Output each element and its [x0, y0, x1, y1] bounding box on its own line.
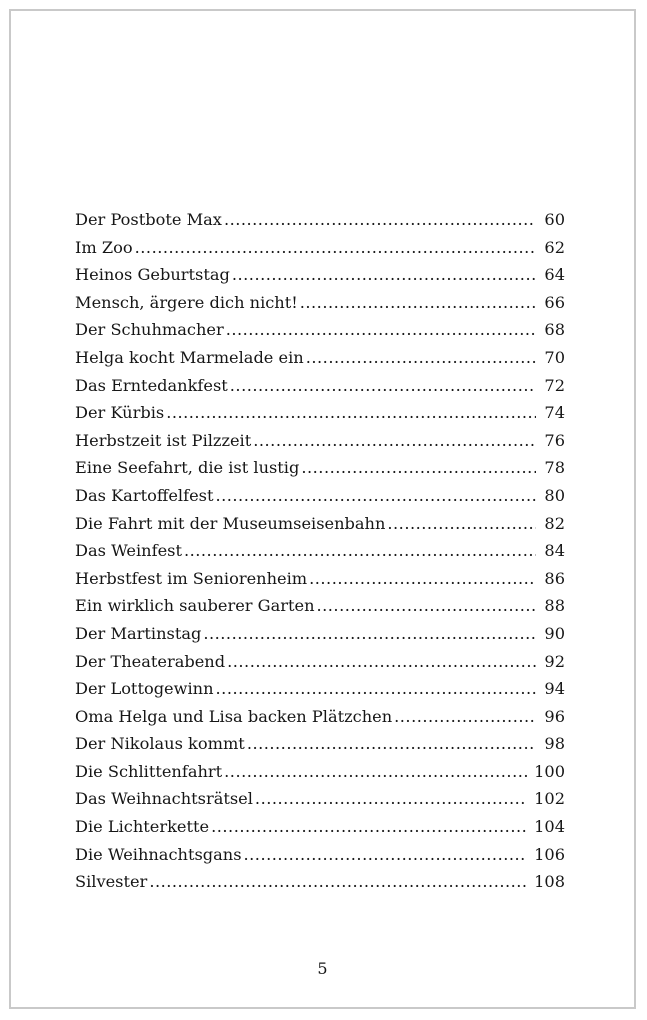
toc-entry: [75, 789, 565, 817]
toc-entry-title: Silvester: [75, 872, 148, 892]
page-number: 5: [317, 959, 328, 978]
toc-entry-title: Mensch, ärgere dich nicht!: [75, 292, 298, 312]
toc-entry-page: 84: [544, 541, 565, 561]
toc-entry-page: 82: [544, 513, 565, 533]
toc-entry-page: 62: [544, 237, 565, 257]
toc-dot-leader: [135, 238, 536, 257]
toc-entry: [75, 238, 565, 266]
toc-entry: [75, 624, 565, 652]
toc-entry-title: Herbstfest im Seniorenheim: [75, 568, 308, 588]
toc-dot-leader: [226, 320, 536, 339]
toc-dot-leader: [216, 679, 536, 698]
toc-entry-title: Das Erntedankfest: [75, 375, 228, 395]
toc-entry: [75, 293, 565, 321]
toc-entry-page: 88: [544, 596, 565, 616]
toc-entry-title: Der Martinstag: [75, 623, 202, 643]
toc-entry-title: Das Weinfest: [75, 541, 182, 561]
toc-entry: [75, 376, 565, 404]
toc-entry-title: Helga kocht Marmelade ein: [75, 347, 304, 367]
toc-dot-leader: [227, 652, 536, 671]
toc-entry: [75, 569, 565, 597]
toc-entry-page: 76: [544, 430, 565, 450]
toc-entry-title: Die Schlittenfahrt: [75, 761, 223, 781]
toc-dot-leader: [211, 817, 527, 836]
toc-entry-page: 60: [544, 210, 565, 229]
toc-dot-leader: [306, 348, 536, 367]
toc-entry: [75, 265, 565, 293]
toc-entry-title: Der Nikolaus kommt: [75, 734, 245, 754]
toc-entry: [75, 679, 565, 707]
toc-entry: [75, 817, 565, 845]
toc-dot-leader: [203, 624, 536, 643]
toc-entry: [75, 210, 565, 238]
toc-entry-page: 108: [534, 872, 565, 892]
toc-entry-title: Ein wirklich sauberer Garten: [75, 596, 315, 616]
toc-entry-title: Die Lichterkette: [75, 817, 210, 837]
toc-entry-page: 68: [544, 320, 565, 340]
toc-dot-leader: [309, 569, 536, 588]
toc-dot-leader: [149, 872, 527, 891]
toc-entry-page: 102: [534, 789, 565, 809]
toc-dot-leader: [224, 210, 536, 229]
toc-dot-leader: [232, 265, 536, 284]
toc-entry-page: 78: [544, 458, 565, 478]
toc-entry-page: 104: [534, 817, 565, 837]
toc-dot-leader: [387, 514, 536, 533]
toc-entry-page: 74: [544, 403, 565, 423]
toc-entry-title: Oma Helga und Lisa backen Plätzchen: [75, 706, 393, 726]
toc-entry-title: Der Theaterabend: [75, 651, 226, 671]
toc-entry-title: Der Lottogewinn: [75, 679, 214, 699]
toc-entry-page: 90: [544, 623, 565, 643]
toc-entry-page: 98: [544, 734, 565, 754]
toc-dot-leader: [253, 431, 536, 450]
toc-entry-title: Im Zoo: [75, 237, 133, 257]
toc-entry: [75, 652, 565, 680]
toc-entry-page: 92: [544, 651, 565, 671]
toc-entry-page: 86: [544, 568, 565, 588]
toc-entry-page: 96: [544, 706, 565, 726]
toc-entry-page: 80: [544, 485, 565, 505]
book-page: [9, 9, 636, 1009]
toc-entry: [75, 762, 565, 790]
toc-dot-leader: [184, 541, 536, 560]
toc-entry-page: 66: [544, 292, 565, 312]
table-of-contents: [75, 210, 565, 900]
toc-entry-title: Die Weihnachtsgans: [75, 844, 242, 864]
toc-dot-leader: [166, 403, 536, 422]
toc-entry-page: 106: [534, 844, 565, 864]
toc-entry-title: Heinos Geburtstag: [75, 265, 230, 285]
toc-entry: [75, 431, 565, 459]
toc-dot-leader: [255, 789, 527, 808]
toc-dot-leader: [300, 293, 536, 312]
toc-dot-leader: [301, 458, 536, 477]
toc-entry: [75, 845, 565, 873]
toc-dot-leader: [224, 762, 527, 781]
toc-entry: [75, 872, 565, 900]
toc-entry: [75, 707, 565, 735]
toc-dot-leader: [244, 845, 528, 864]
toc-entry: [75, 403, 565, 431]
toc-entry-page: 64: [544, 265, 565, 285]
toc-dot-leader: [394, 707, 536, 726]
toc-entry-title: Der Postbote Max: [75, 210, 222, 229]
toc-entry: [75, 320, 565, 348]
toc-entry: [75, 514, 565, 542]
toc-entry-title: Die Fahrt mit der Museumseisenbahn: [75, 513, 386, 533]
toc-entry-title: Der Schuhmacher: [75, 320, 224, 340]
toc-entry: [75, 348, 565, 376]
toc-entry: [75, 596, 565, 624]
toc-entry-title: Das Kartoffelfest: [75, 485, 214, 505]
toc-entry: [75, 486, 565, 514]
toc-entry: [75, 734, 565, 762]
toc-entry-page: 70: [544, 347, 565, 367]
toc-entry-page: 72: [544, 375, 565, 395]
toc-entry-title: Das Weihnachtsrätsel: [75, 789, 253, 809]
toc-dot-leader: [247, 734, 536, 753]
toc-dot-leader: [215, 486, 536, 505]
toc-entry-page: 94: [544, 679, 565, 699]
toc-entry: [75, 541, 565, 569]
toc-entry-title: Eine Seefahrt, die ist lustig: [75, 458, 300, 478]
toc-entry: [75, 458, 565, 486]
toc-entry-title: Der Kürbis: [75, 403, 165, 423]
toc-entry-page: 100: [534, 761, 565, 781]
toc-dot-leader: [230, 376, 536, 395]
toc-entry-title: Herbstzeit ist Pilzzeit: [75, 430, 252, 450]
toc-dot-leader: [317, 596, 537, 615]
